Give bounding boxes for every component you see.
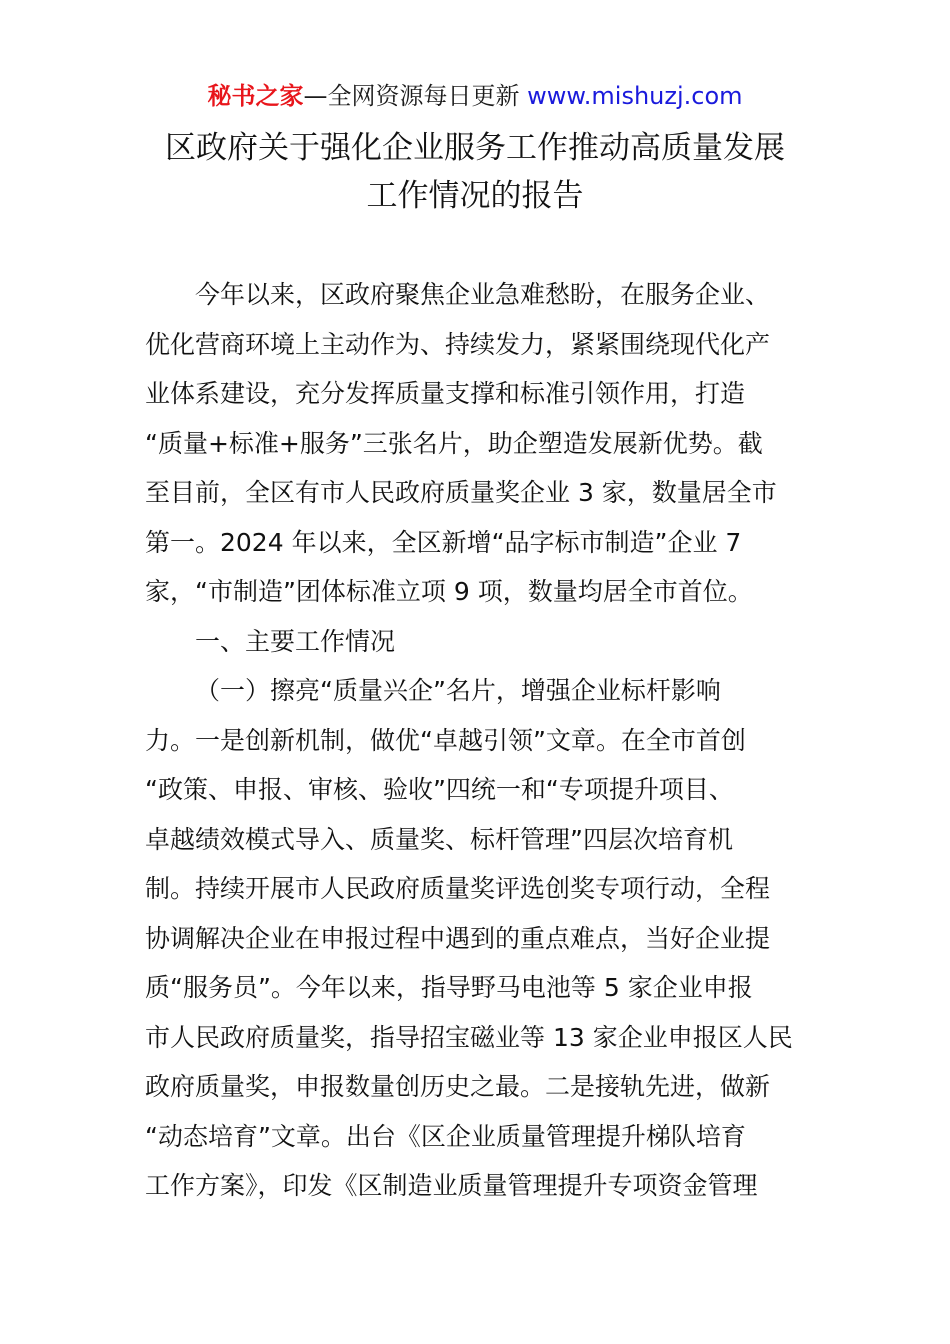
header-tagline: —全网资源每日更新 — [303, 82, 528, 110]
brand-name: 秘书之家 — [207, 82, 304, 110]
title-line-1: 区政府关于强化企业服务工作推动高质量发展 — [165, 130, 785, 166]
document-title — [0, 124, 950, 220]
site-header — [0, 80, 950, 112]
section-line: “政策、申报、审核、验收”四统一和“专项提升项目、 — [145, 775, 734, 804]
section-1-paragraph — [145, 666, 810, 1211]
section-line: “动态培育”文章。出台《区企业质量管理提升梯队培育 — [145, 1121, 746, 1151]
intro-line: 第一。2024 年以来，全区新增“品字标市制造”企业 7 — [145, 527, 742, 557]
section-line: 卓越绩效模式导入、质量奖、标杆管理”四层次培育机 — [145, 824, 733, 854]
intro-line: 今年以来，区政府聚焦企业急难愁盼，在服务企业、 — [195, 280, 771, 309]
section-heading-text: 一、主要工作情况 — [195, 626, 396, 656]
section-line: 市人民政府质量奖，指导招宝磁业等 13 家企业申报区人民 — [145, 1022, 793, 1052]
intro-line: 优化营商环境上主动作为、持续发力，紧紧围绕现代化产 — [145, 329, 771, 359]
intro-line: 业体系建设，充分发挥质量支撑和标准引领作用，打造 — [145, 379, 746, 408]
intro-line: 至目前，全区有市人民政府质量奖企业 3 家，数量居全市 — [145, 478, 777, 507]
section-line: 质“服务员”。今年以来，指导野马电池等 5 家企业申报 — [145, 973, 753, 1002]
intro-paragraph — [145, 270, 810, 617]
section-line: 工作方案》，印发《区制造业质量管理提升专项资金管理 — [145, 1171, 758, 1200]
section-line: 政府质量奖，申报数量创历史之最。二是接轨先进，做新 — [145, 1072, 771, 1101]
section-line: 协调解决企业在申报过程中遇到的重点难点，当好企业提 — [145, 923, 771, 953]
title-line-2: 工作情况的报告 — [366, 178, 584, 214]
section-heading-main-work — [145, 617, 810, 667]
site-url-link[interactable]: www.mishuzj.com — [527, 82, 743, 110]
section-line: 力。一是创新机制，做优“卓越引领”文章。在全市首创 — [145, 725, 746, 755]
section-line: （一）擦亮“质量兴企”名片，增强企业标杆影响 — [195, 676, 721, 705]
intro-line: 家，“市制造”团体标准立项 9 项，数量均居全市首位。 — [145, 577, 753, 606]
section-line: 制。持续开展市人民政府质量奖评选创奖专项行动，全程 — [145, 874, 771, 903]
document-body — [145, 270, 810, 1211]
intro-line: “质量+标准+服务”三张名片，助企塑造发展新优势。截 — [145, 428, 763, 458]
